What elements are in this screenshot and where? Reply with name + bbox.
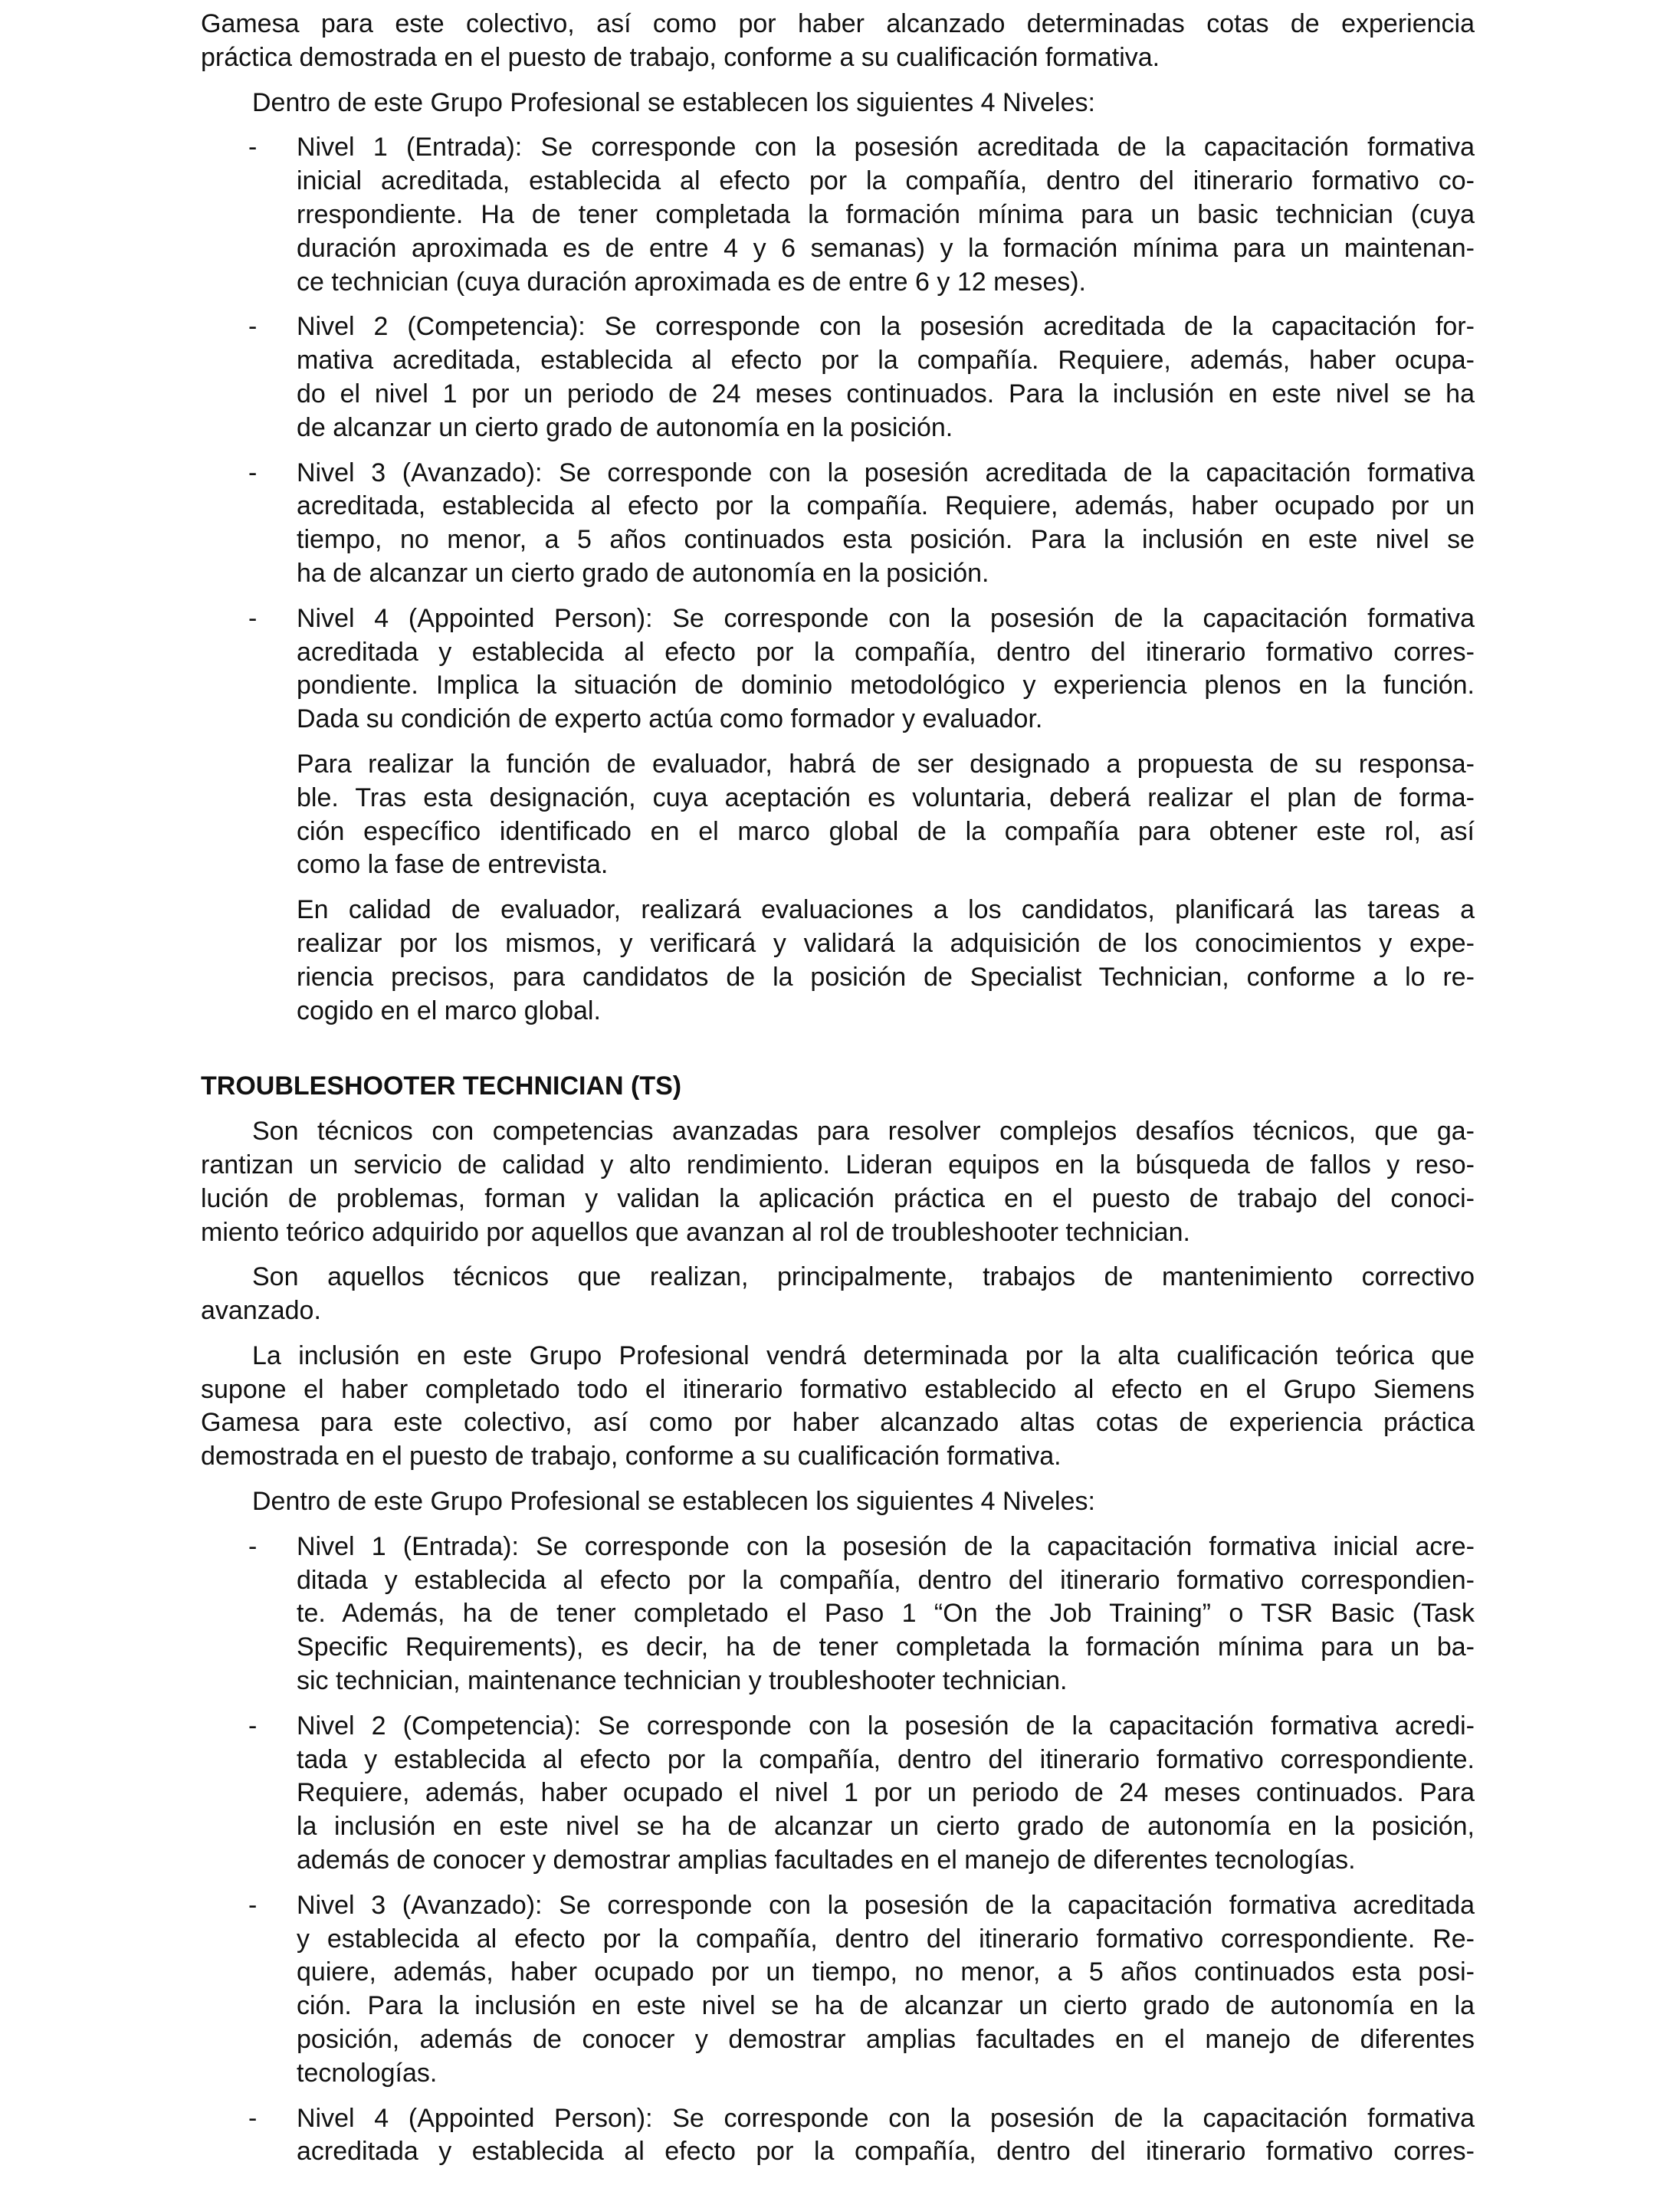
text-line: En calidad de evaluador, realizará evaluaciones a los candidatos, planificará las tareas a bbox=[297, 895, 1475, 925]
text-line: Gamesa para este colectivo, así como por haber alcanzado determinadas cotas de experiencia bbox=[201, 9, 1475, 38]
text-line: demostrada en el puesto de trabajo, conforme a su cualificación formativa. bbox=[201, 1442, 1061, 1472]
text-line: tecnologías. bbox=[297, 2058, 438, 2088]
text-line: práctica demostrada en el puesto de trabajo, conforme a su cualificación formativa. bbox=[201, 42, 1160, 72]
text-line: inicial acreditada, establecida al efecto por la compañía, dentro del itinerario formativo co- bbox=[297, 166, 1475, 196]
list-bullet-dash: - bbox=[248, 1890, 258, 1920]
list-bullet-dash: - bbox=[248, 133, 258, 162]
text-line: do el nivel 1 por un periodo de 24 meses continuados. Para la inclusión en este nivel se ha bbox=[297, 379, 1475, 408]
text-line: sic technician, maintenance technician y troubleshooter technician. bbox=[297, 1666, 1068, 1696]
text-line: Son técnicos con competencias avanzadas para resolver complejos desafíos técnicos, que ga- bbox=[252, 1117, 1475, 1147]
list-item bbox=[201, 131, 1475, 299]
text-line: Nivel 1 (Entrada): Se corresponde con la posesión acreditada de la capacitación formativa bbox=[297, 133, 1475, 162]
text-line: además de conocer y demostrar amplias facultades en el manejo de diferentes tecnologías. bbox=[297, 1846, 1356, 1875]
text-line: ce technician (cuya duración aproximada es de entre 6 y 12 meses). bbox=[297, 267, 1086, 297]
text-line: ción. Para la inclusión en este nivel se ha de alcanzar un cierto grado de autonomía en la bbox=[297, 1991, 1475, 2021]
paragraph bbox=[201, 1485, 1475, 1519]
text-line: Gamesa para este colectivo, así como por haber alcanzado altas cotas de experiencia práctica bbox=[201, 1408, 1475, 1438]
text-line: rrespondiente. Ha de tener completada la formación mínima para un basic technician (cuya bbox=[297, 199, 1475, 229]
list-bullet-dash: - bbox=[248, 1531, 258, 1561]
text-line: duración aproximada es de entre 4 y 6 semanas) y la formación mínima para un maintenan- bbox=[297, 233, 1475, 263]
text-line: ditada y establecida al efecto por la compañía, dentro del itinerario formativo correspondien- bbox=[297, 1565, 1475, 1595]
text-line: Nivel 1 (Entrada): Se corresponde con la posesión de la capacitación formativa inicial acre- bbox=[297, 1531, 1475, 1561]
list-item bbox=[201, 602, 1475, 737]
text-line: Nivel 3 (Avanzado): Se corresponde con la posesión acreditada de la capacitación formativa bbox=[297, 458, 1475, 487]
list-item bbox=[201, 2102, 1475, 2170]
paragraph bbox=[201, 1115, 1475, 1249]
text-line: la inclusión en este nivel se ha de alcanzar un cierto grado de autonomía en la posición, bbox=[297, 1812, 1475, 1842]
text-line: supone el haber completado todo el itinerario formativo establecido al efecto en el Grupo Siemens bbox=[201, 1374, 1475, 1404]
text-line: rantizan un servicio de calidad y alto rendimiento. Lideran equipos en la búsqueda de fallos y reso- bbox=[201, 1150, 1475, 1180]
text-line: te. Además, ha de tener completado el Paso 1 “On the Job Training” o TSR Basic (Task bbox=[297, 1599, 1475, 1629]
list-bullet-dash: - bbox=[248, 312, 258, 342]
list-bullet-dash: - bbox=[248, 603, 258, 633]
text-line: quiere, además, haber ocupado por un tiempo, no menor, a 5 años continuados esta posi- bbox=[297, 1957, 1475, 1987]
text-line: Dada su condición de experto actúa como formador y evaluador. bbox=[297, 704, 1043, 734]
paragraph bbox=[201, 748, 1475, 882]
paragraph bbox=[201, 894, 1475, 1028]
text-line: Para realizar la función de evaluador, habrá de ser designado a propuesta de su responsa- bbox=[297, 749, 1475, 779]
text-line: riencia precisos, para candidatos de la posición de Specialist Technician, conforme a lo re- bbox=[297, 962, 1475, 992]
text-line: Nivel 2 (Competencia): Se corresponde con la posesión acreditada de la capacitación for- bbox=[297, 312, 1475, 342]
list-bullet-dash: - bbox=[248, 1711, 258, 1741]
text-line: Nivel 4 (Appointed Person): Se corresponde con la posesión de la capacitación formativa bbox=[297, 2103, 1475, 2133]
paragraph bbox=[201, 8, 1475, 75]
text-line: realizar por los mismos, y verificará y validará la adquisición de los conocimientos y expe- bbox=[297, 928, 1475, 958]
list-item bbox=[201, 1531, 1475, 1698]
text-line: tada y establecida al efecto por la compañía, dentro del itinerario formativo correspondiente. bbox=[297, 1744, 1475, 1774]
text-line: ble. Tras esta designación, cuya aceptación es voluntaria, deberá realizar el plan de forma- bbox=[297, 783, 1475, 812]
paragraph bbox=[201, 1340, 1475, 1474]
text-line: acreditada y establecida al efecto por la compañía, dentro del itinerario formativo corres- bbox=[297, 2137, 1475, 2167]
text-line: Specific Requirements), es decir, ha de tener completada la formación mínima para un ba- bbox=[297, 1632, 1475, 1662]
text-line: pondiente. Implica la situación de dominio metodológico y experiencia plenos en la función. bbox=[297, 671, 1475, 700]
text-line: Son aquellos técnicos que realizan, principalmente, trabajos de mantenimiento correctivo bbox=[252, 1262, 1475, 1292]
text-line: miento teórico adquirido por aquellos que avanzan al rol de troubleshooter technician. bbox=[201, 1217, 1190, 1247]
text-line: Dentro de este Grupo Profesional se establecen los siguientes 4 Niveles: bbox=[252, 87, 1095, 117]
text-line: Nivel 2 (Competencia): Se corresponde con la posesión de la capacitación formativa acredi- bbox=[297, 1711, 1475, 1741]
text-line: y establecida al efecto por la compañía, dentro del itinerario formativo correspondiente. Re- bbox=[297, 1924, 1475, 1954]
text-line: Nivel 3 (Avanzado): Se corresponde con la posesión de la capacitación formativa acreditada bbox=[297, 1890, 1475, 1920]
list-item bbox=[201, 1889, 1475, 2091]
text-line: de alcanzar un cierto grado de autonomía en la posición. bbox=[297, 412, 953, 442]
text-line: acreditada, establecida al efecto por la compañía. Requiere, además, haber ocupado por un bbox=[297, 491, 1475, 521]
text-line: mativa acreditada, establecida al efecto por la compañía. Requiere, además, haber ocupa- bbox=[297, 346, 1475, 376]
text-line: ción específico identificado en el marco global de la compañía para obtener este rol, así bbox=[297, 816, 1475, 846]
list-item bbox=[201, 310, 1475, 445]
text-line: Requiere, además, haber ocupado el nivel 1 por un periodo de 24 meses continuados. Para bbox=[297, 1778, 1475, 1808]
paragraph bbox=[201, 87, 1475, 120]
list-bullet-dash: - bbox=[248, 2103, 258, 2133]
text-line: ha de alcanzar un cierto grado de autonomía en la posición. bbox=[297, 558, 989, 588]
text-line: como la fase de entrevista. bbox=[297, 850, 609, 880]
text-line: cogido en el marco global. bbox=[297, 996, 601, 1025]
text-line: lución de problemas, forman y validan la aplicación práctica en el puesto de trabajo del conoci- bbox=[201, 1183, 1475, 1213]
text-line: posición, además de conocer y demostrar amplias facultades en el manejo de diferentes bbox=[297, 2025, 1475, 2055]
list-item bbox=[201, 1710, 1475, 1878]
paragraph bbox=[201, 1261, 1475, 1328]
text-line: Dentro de este Grupo Profesional se establecen los siguientes 4 Niveles: bbox=[252, 1487, 1095, 1517]
text-line: Nivel 4 (Appointed Person): Se corresponde con la posesión de la capacitación formativa bbox=[297, 603, 1475, 633]
document-page bbox=[201, 8, 1475, 2169]
text-line: tiempo, no menor, a 5 años continuados esta posición. Para la inclusión en este nivel se bbox=[297, 525, 1475, 555]
text-line: La inclusión en este Grupo Profesional vendrá determinada por la alta cualificación teórica que bbox=[252, 1340, 1475, 1370]
list-bullet-dash: - bbox=[248, 458, 258, 487]
section-heading: TROUBLESHOOTER TECHNICIAN (TS) bbox=[201, 1071, 682, 1101]
text-line: avanzado. bbox=[201, 1296, 321, 1326]
list-item bbox=[201, 457, 1475, 591]
text-line: acreditada y establecida al efecto por la compañía, dentro del itinerario formativo corres- bbox=[297, 637, 1475, 667]
